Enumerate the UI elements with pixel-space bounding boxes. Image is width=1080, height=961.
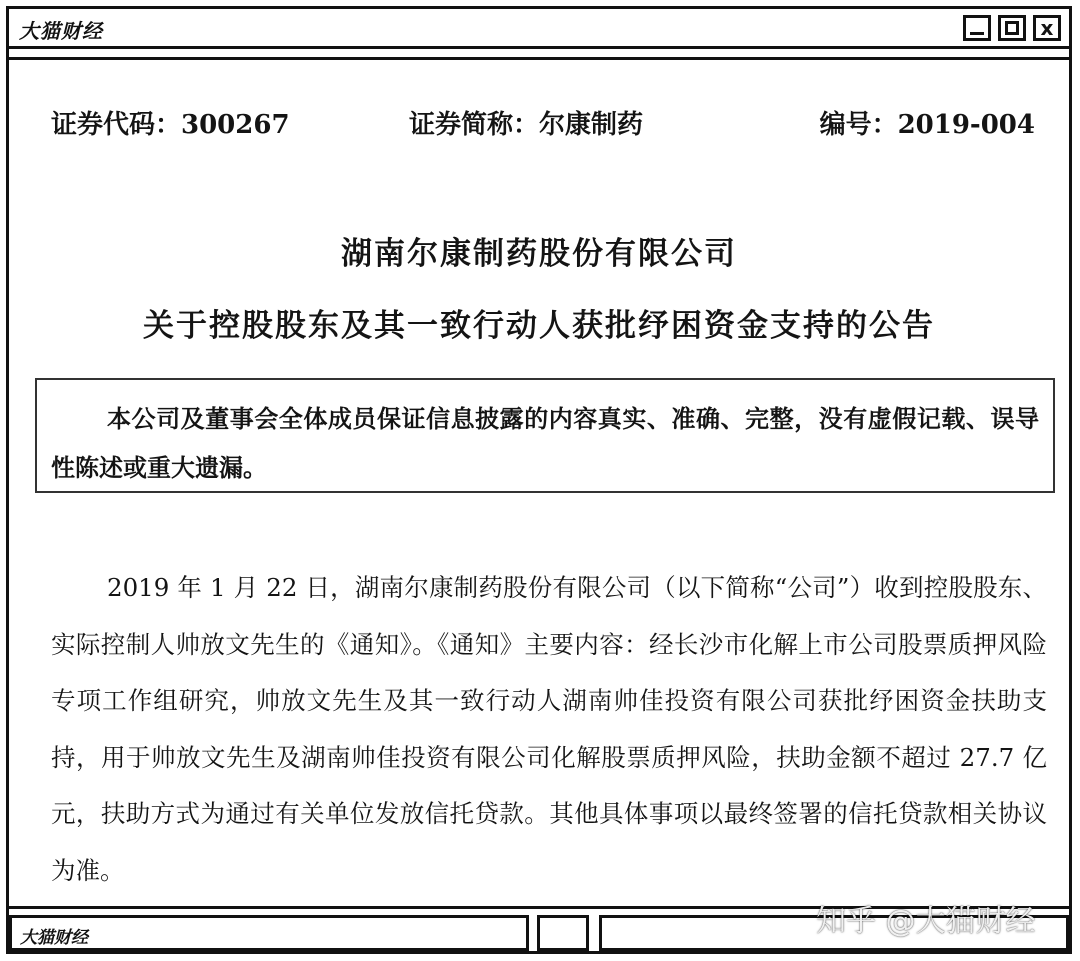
disclaimer-text: 本公司及董事会全体成员保证信息披露的内容真实、准确、完整，没有虚假记载、误导性陈述或重大遗漏。 [51, 404, 1039, 482]
bottom-bar-left [9, 915, 529, 951]
bottom-app-title: 大猫财经 [20, 928, 88, 948]
security-code: 证券代码：300267 [51, 110, 290, 140]
watermark: 知乎 @大猫财经 [816, 904, 1036, 939]
app-title: 大猫财经 [19, 19, 103, 43]
minimize-button[interactable] [963, 15, 991, 41]
bottom-bar-middle [537, 915, 589, 951]
company-title: 湖南尔康制药股份有限公司 [341, 236, 737, 272]
close-button[interactable] [1033, 15, 1061, 41]
announcement-number: 编号：2019-004 [819, 110, 1035, 140]
document-area [9, 57, 1069, 909]
title-bar [9, 9, 1069, 49]
security-short-name: 证券简称：尔康制药 [409, 110, 644, 140]
disclaimer-box [35, 378, 1055, 493]
maximize-button[interactable] [998, 15, 1026, 41]
close-icon: x [1040, 16, 1054, 40]
announcement-body: 2019 年 1 月 22 日，湖南尔康制药股份有限公司（以下简称“公司”）收到控股股东、实际控制人帅放文先生的《通知》。《通知》主要内容：经长沙市化解上市公司股票质押风险专项工作组研究，帅放文先生及其一致行动人湖南帅佳投资有限公司获批纾困资金扶助支持，用于帅放文先生及湖南帅佳投资有限公司化解股票质押风险，扶助金额不超过 27.7 亿元，扶助方式为通过有关单位发放信托贷款。其他具体事项以最终签署的信托贷款相关协议为准。 [51, 573, 1047, 885]
app-window [6, 6, 1072, 954]
announcement-title: 关于控股股东及其一致行动人获批纾困资金支持的公告 [143, 308, 935, 344]
